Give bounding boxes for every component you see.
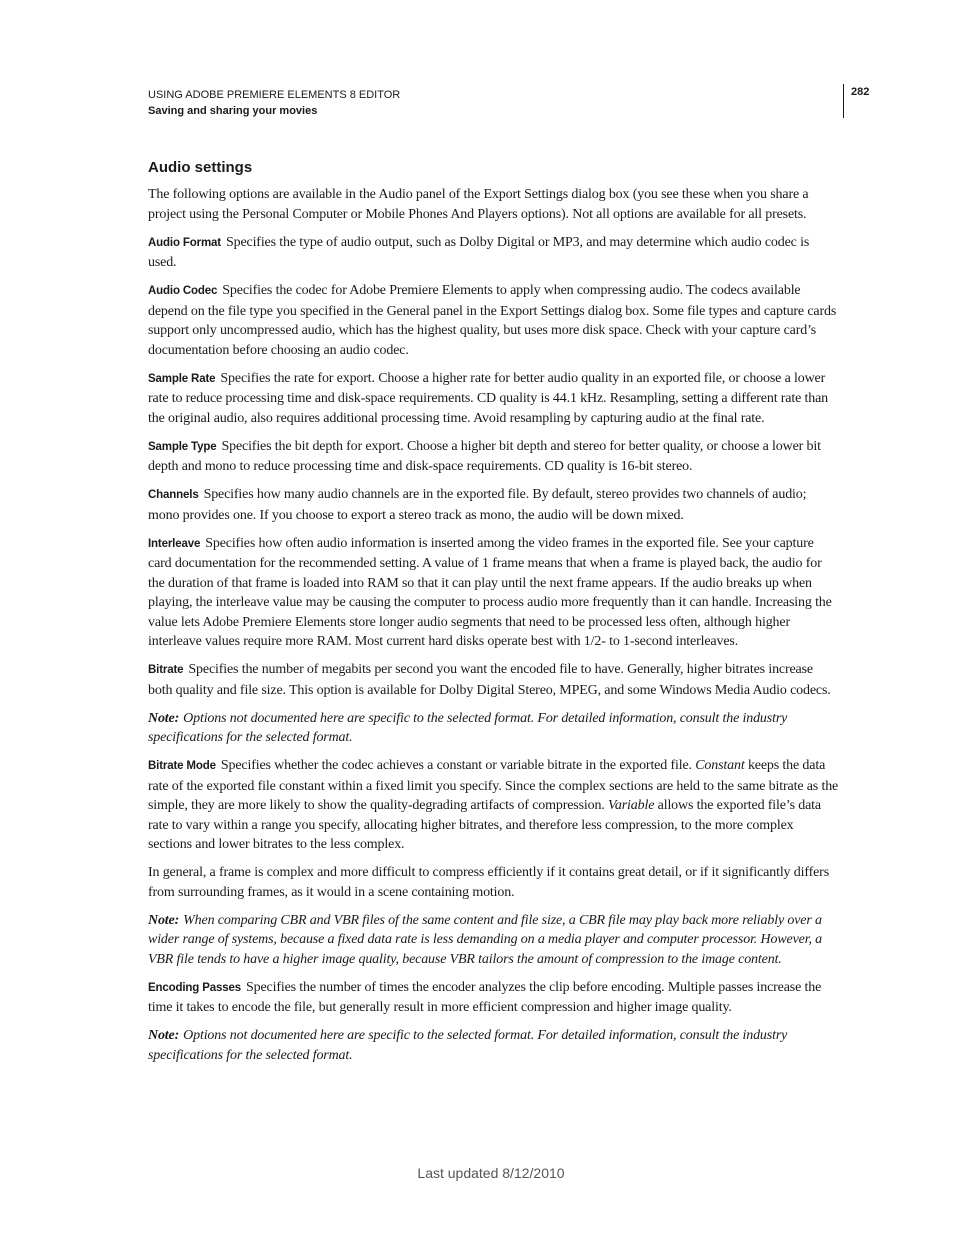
footer-last-updated: Last updated 8/12/2010: [417, 1165, 565, 1181]
term-description: Specifies the number of megabits per second you want the encoded file to have. Generally, higher bitrates increase both quality and file size. This option is available for Dolby Digital Stereo, MPEG, and some Windows Media Audio codecs.: [148, 662, 831, 698]
constant-term: Constant: [695, 758, 745, 773]
note-2: [148, 911, 840, 970]
term-description: Specifies the codec for Adobe Premiere Elements to apply when compressing audio. The codecs available depend on the file type you specified in the General panel in the Export Settings dialog box. Some file types and capture cards support only uncompressed audio, which has the highest quality, but uses more disk space. Check with your capture card’s documentation before choosing an audio codec.: [148, 283, 837, 358]
chapter-title: Saving and sharing your movies: [148, 105, 318, 117]
term-description: Specifies how many audio channels are in the exported file. By default, stereo provides two channels of audio; mono provides one. If you choose to export a stereo track as mono, the audio will be down mixed.: [148, 487, 807, 523]
term-label: Interleave: [148, 537, 201, 550]
term-label: Bitrate Mode: [148, 760, 216, 772]
entry-encoding-passes: [148, 978, 840, 1018]
term-label: Sample Rate: [148, 372, 216, 385]
term-description: Specifies the number of times the encoder analyzes the clip before encoding. Multiple passes increase the time it takes to encode the file, but generally result in more efficient compression and higher image quality.: [148, 979, 822, 1015]
entry-sample-type: [148, 437, 840, 477]
note-1: [148, 709, 840, 748]
entry-interleave: [148, 534, 840, 652]
term-label: Encoding Passes: [148, 981, 241, 994]
entry-sample-rate: [148, 369, 840, 429]
term-description-3: allows the exported file’s data rate to vary within a range you specify, allocating higher bitrates, and therefore less compression, to the more complex sections and lower bitrates to the less complex.: [148, 798, 821, 852]
note-text: Options not documented here are specific to the selected format. For detailed information, consult the industry specifications for the selected format.: [148, 710, 788, 745]
page-content: [148, 157, 840, 1074]
note-label: Note:: [148, 710, 180, 726]
note-text: When comparing CBR and VBR files of the same content and file size, a CBR file may play back more reliably over a wider range of systems, because a fixed data rate is less demanding on a media player and computer processor. However, a VBR file tends to have a higher image quality, because VBR tailors the amount of compression to the image content.: [148, 912, 822, 967]
term-label: Sample Type: [148, 440, 217, 453]
entry-channels: [148, 485, 840, 525]
term-description: Specifies the bit depth for export. Choose a higher bit depth and stereo for better quality, or choose a lower bit depth and mono to reduce processing time and disk-space requirements. CD quality is 16-bit stereo.: [148, 438, 821, 474]
term-description: Specifies whether the codec achieves a constant or variable bitrate in the exported file.: [220, 758, 692, 773]
term-description: Specifies how often audio information is inserted among the video frames in the exported file. See your capture card documentation for the recommended setting. A value of 1 frame means that when a frame is played back, the audio for the duration of that frame is loaded into RAM so that it can play until the next frame appears. If the audio breaks up when playing, the interleave value may be causing the computer to process audio more frequently than it can handle. Increasing the value lets Adobe Premiere Elements store longer audio segments that need to be processed less often, although higher interleave values require more RAM. Most current hard disks operate best with 1/2- to 1-second interleaves.: [148, 535, 832, 649]
note-text: Options not documented here are specific to the selected format. For detailed information, consult the industry specifications for the selected format.: [148, 1028, 788, 1063]
running-head: [148, 87, 400, 119]
entry-bitrate-mode: [148, 756, 840, 855]
page-number: 282: [851, 86, 870, 98]
variable-term: Variable: [608, 798, 655, 813]
term-label: Audio Codec: [148, 285, 218, 297]
intro-paragraph: The following options are available in the Audio panel of the Export Settings dialog box (you see these when you share a project using the Personal Computer or Mobile Phones And Players options). Not all options are available for all presets.: [148, 187, 809, 222]
term-description: Specifies the type of audio output, such as Dolby Digital or MP3, and may determine which audio codec is used.: [148, 234, 810, 270]
term-label: Channels: [148, 489, 199, 501]
book-title: USING ADOBE PREMIERE ELEMENTS 8 EDITOR: [148, 89, 401, 101]
entry-audio-format: [148, 233, 840, 273]
term-label: Bitrate: [148, 664, 184, 676]
entry-bitrate: [148, 660, 840, 700]
general-paragraph: In general, a frame is complex and more difficult to compress efficiently if it contains great detail, or if it significantly differs from surrounding frames, as it would in a scene containing motion.: [148, 865, 829, 900]
header-divider: [843, 84, 844, 118]
note-3: [148, 1026, 840, 1065]
note-label: Note:: [148, 1028, 180, 1043]
note-label: Note:: [148, 912, 180, 928]
entry-audio-codec: [148, 281, 840, 360]
term-description: Specifies the rate for export. Choose a higher rate for better audio quality in an exported file, or choose a lower rate to reduce processing time and disk-space requirements. CD quality is 44.1 kHz. Resampling, setting a different rate than the original audio, also requires additional processing time. Avoid resampling by capturing audio at the final rate.: [148, 370, 829, 426]
term-description-2: keeps the data rate of the exported file constant within a fixed limit you specify. Since the complex sections are held to the same bitrate as the simple, they are more likely to show the quality-degrading artifacts of compression.: [148, 758, 839, 813]
term-label: Audio Format: [148, 236, 221, 249]
section-title: Audio settings: [148, 159, 253, 176]
